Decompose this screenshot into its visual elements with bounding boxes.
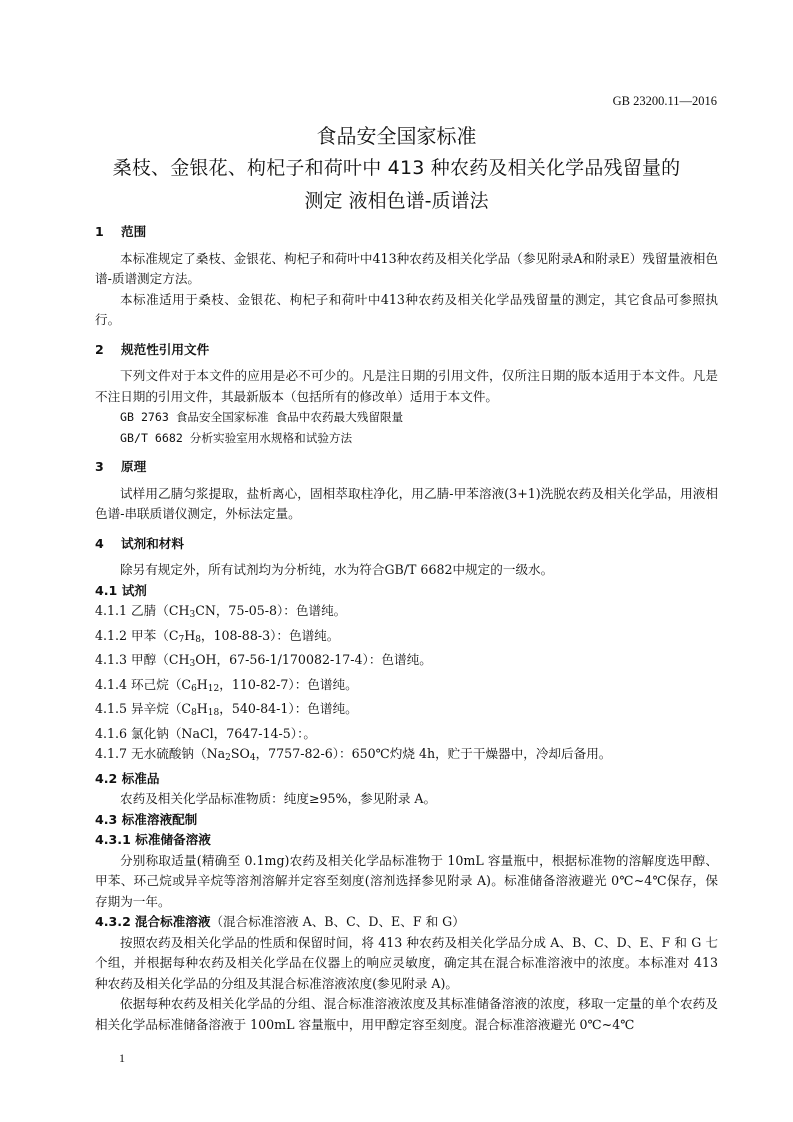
section-4-3-2-paragraph-2: 依据每种农药及相关化学品的分组、混合标准溶液浓度及其标准储备溶液的浓度，移取一定量的单个农药及相关化学品标准储备溶液于 100mL 容量瓶中，用甲醇定容至刻度。混合标准溶液避光 0℃~4℃: [95, 996, 718, 1032]
section-2-paragraph-1: 下列文件对于本文件的应用是必不可少的。凡是注日期的引用文件，仅所注日期的版本适用于本文件。凡是不注日期的引用文件，其最新版本（包括所有的修改单）适用于本文件。: [95, 368, 718, 404]
title-line-3: 测定 液相色谱-质谱法: [304, 190, 489, 212]
reagent-item: 4.1.5 异辛烷（$C_8H_{18}$，540-84-1）：色谱纯。: [95, 701, 358, 718]
section-2-heading: 2 规范性引用文件: [95, 341, 210, 357]
page-number: 1: [119, 1051, 125, 1065]
section-4-paragraph-1: 除另有规定外，所有试剂均为分析纯，水为符合GB/T 6682中规定的一级水。: [120, 562, 554, 577]
section-4-3-heading: 4.3 标准溶液配制: [95, 811, 198, 827]
section-3-heading: 3 原理: [95, 459, 147, 474]
section-1-paragraph-2: 本标准适用于桑枝、金银花、枸杞子和荷叶中413种农药及相关化学品残留量的测定，其它食品可参照执行。: [95, 291, 718, 327]
reagent-item: 4.1.1 乙腈（$CH_3CN$，75-05-8）：色谱纯。: [95, 603, 347, 620]
section-4-3-2-heading: 4.3.2 混合标准溶液（混合标准溶液 A、B、C、D、E、F 和 G）: [95, 914, 465, 929]
section-4-1-heading: 4.1 试剂: [95, 582, 147, 598]
reference-gbt6682: GB/T 6682 分析实验室用水规格和试验方法: [120, 430, 353, 445]
section-1-paragraph-1: 本标准规定了桑枝、金银花、枸杞子和荷叶中413种农药及相关化学品（参见附录A和附录E）残留量液相色谱-质谱测定方法。: [95, 250, 718, 286]
reference-gb2763: GB 2763 食品安全国家标准 食品中农药最大残留限量: [120, 410, 404, 424]
reagent-item: 4.1.2 甲苯（$C_7H_8$，108-88-3）：色谱纯。: [95, 627, 340, 645]
section-1-heading: 1 范围: [95, 224, 147, 239]
section-4-2-paragraph: 农药及相关化学品标准物质：纯度≥95%，参见附录 A。: [120, 791, 437, 806]
title-line-1: 食品安全国家标准: [316, 124, 477, 148]
section-4-2-heading: 4.2 标准品: [95, 770, 160, 786]
section-4-heading: 4 试剂和材料: [95, 535, 184, 551]
section-4-3-1-paragraph: 分别称取适量(精确至 0.1mg)农药及相关化学品标准物于 10mL 容量瓶中，根据标准物的溶解度选甲醇、甲苯、环己烷或异辛烷等溶剂溶解并定容至刻度(溶剂选择参见附录 A)。标准储备溶液避光 0℃~4℃保存，保存期为一年。: [95, 852, 718, 909]
reagent-item: 4.1.4 环己烷（$C_6H_{12}$，110-82-7）：色谱纯。: [95, 676, 358, 694]
reagent-item: 4.1.6 氯化钠（NaCl，7647-14-5）：。: [95, 725, 316, 741]
section-3-paragraph-1: 试样用乙腈匀浆提取，盐析离心，固相萃取柱净化，用乙腈-甲苯溶液(3+1)洗脱农药及相关化学品，用液相色谱-串联质谱仪测定，外标法定量。: [95, 485, 718, 521]
reagent-item: 4.1.7 无水硫酸钠（$Na_2SO_4$，7757-82-6）：650℃灼烧 4h，贮于干燥器中，冷却后备用。: [95, 746, 612, 763]
document-body: [95, 222, 718, 1035]
section-4-3-2-paragraph-1: 按照农药及相关化学品的性质和保留时间，将 413 种农药及相关化学品分成 A、B、C、D、E、F 和 G 七个组，并根据每种农药及相关化学品在仪器上的响应灵敏度，确定其在混合标准溶液中的浓度。本标准对 413 种农药及相关化学品的分组及其混合标准溶液浓度(参见附录 A)。: [95, 934, 718, 991]
section-4-3-1-heading: 4.3.1 标准储备溶液: [95, 832, 211, 847]
title-line-2: 桑枝、金银花、枸杞子和荷叶中 413 种农药及相关化学品残留量的: [112, 157, 681, 179]
standard-number: GB 23200.11—2016: [612, 94, 717, 108]
reagent-item: 4.1.3 甲醇（$CH_3OH$，67-56-1/170082-17-4）：色谱纯。: [95, 652, 432, 669]
